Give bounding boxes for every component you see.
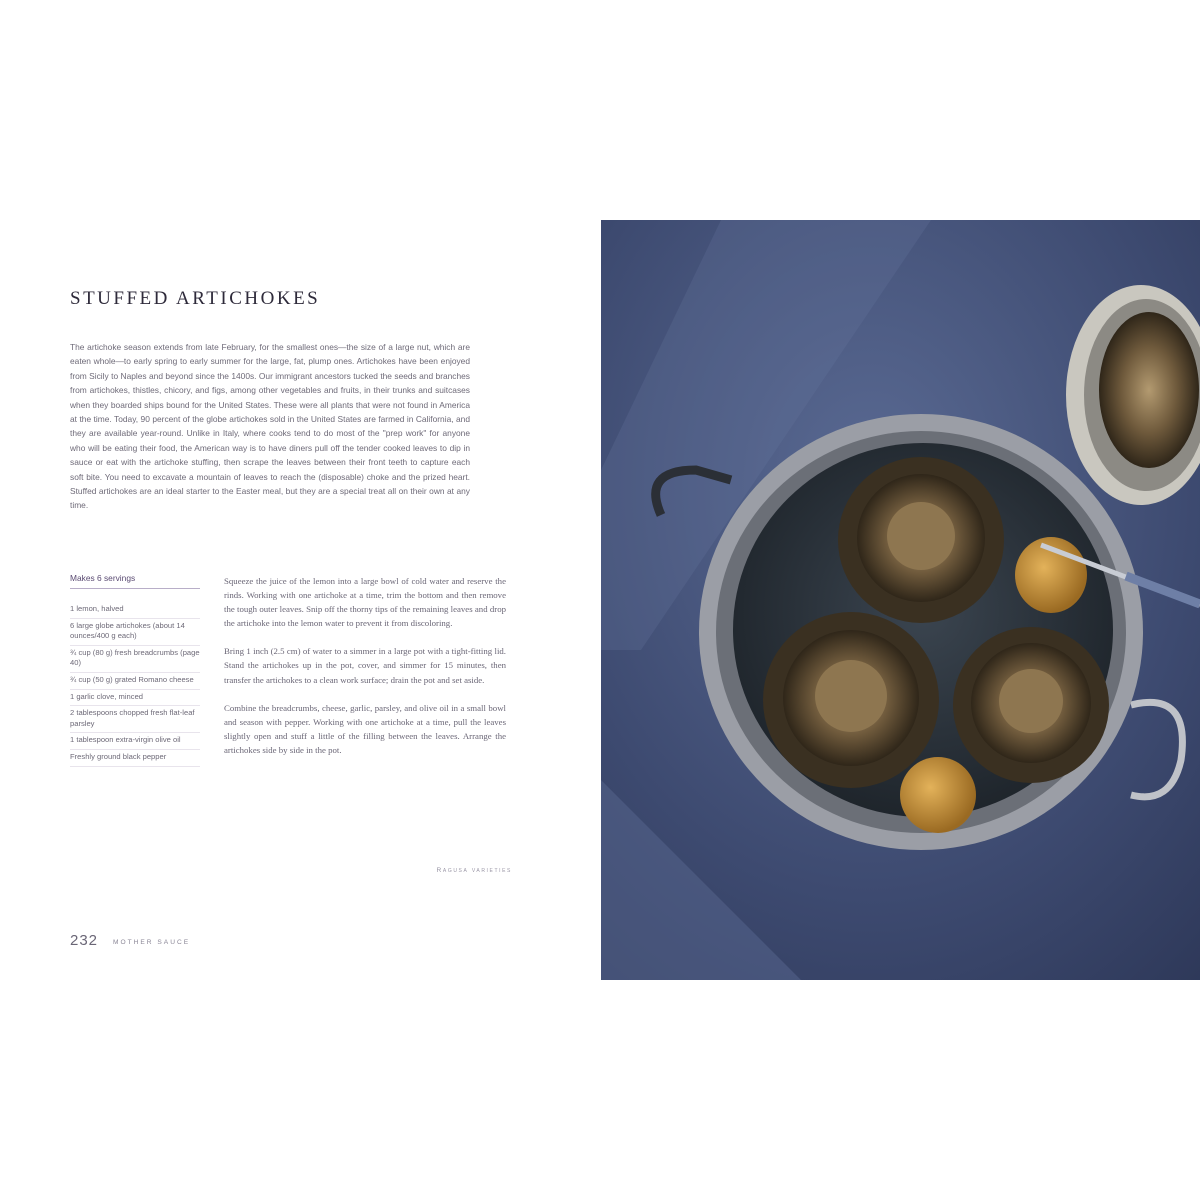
photo-caption: Ragusa varieties xyxy=(436,867,512,874)
ingredient-item: 2 tablespoons chopped fresh flat-leaf parsley xyxy=(70,706,200,733)
ingredient-item: 1 tablespoon extra-virgin olive oil xyxy=(70,733,200,750)
recipe-title: STUFFED ARTICHOKES xyxy=(70,288,321,309)
ingredient-item: 1 lemon, halved xyxy=(70,602,200,619)
artichokes-illustration xyxy=(601,220,1200,980)
recipe-yield: Makes 6 servings xyxy=(70,573,200,589)
artichokes-photo xyxy=(601,220,1200,980)
method-step: Combine the breadcrumbs, cheese, garlic, parsley, and olive oil in a small bowl and season with pepper. Working with one artichoke at a time, pull the leaves slightly open and stuff a little of the filling between the leaves. Arrange the artichokes side by side in the pot. xyxy=(224,702,506,755)
method-step: Bring 1 inch (2.5 cm) of water to a simmer in a large pot with a tight-fitting lid. Stand the artichokes up in the pot, cover, and simmer for 15 minutes, then transfer the artichokes to a clean work surface; drain the pot and set aside. xyxy=(224,646,506,685)
ingredient-item: ¾ cup (80 g) fresh breadcrumbs (page 40) xyxy=(70,646,200,673)
artichoke-top xyxy=(838,457,1004,623)
method-step: Squeeze the juice of the lemon into a large bowl of cold water and reserve the rinds. Working with one artichoke at a time, trim the bottom and then remove the tough outer leaves. Snip off the thorny tips of the remaining leaves and drop the artichoke into the lemon water to prevent it from discoloring. xyxy=(224,576,506,629)
ingredient-list xyxy=(70,602,200,767)
artichoke-left xyxy=(763,612,939,788)
running-book-title: MOTHER SAUCE xyxy=(113,939,191,946)
page-number: 232 xyxy=(70,932,99,949)
ingredient-item: 6 large globe artichokes (about 14 ounces/400 g each) xyxy=(70,619,200,646)
method-steps xyxy=(224,574,506,771)
ingredient-item: Freshly ground black pepper xyxy=(70,750,200,767)
recipe-intro: The artichoke season extends from late February, for the smallest ones—the size of a large nut, which are eaten whole—to early spring to early summer for the large, fat, plump ones. Artichokes have been enjoyed from Sicily to Naples and beyond since the 1400s. Our immigrant ancestors tucked the seeds and branches from artichokes, thistles, chicory, and figs, among other vegetables and fruits, in their trunks and suitcases when they boarded ships bound for the United States. These were all plants that were not found in America at the time. Today, 90 percent of the globe artichokes sold in the United States are farmed in California, and they are available year-round. Unlike in Italy, where cooks tend to do most of the "prep work" for anyone who will be eating their food, the American way is to have diners pull off the tender cooked leaves to dip in sauce or eat with the artichoke stuffing, then scrape the leaves between their front teeth to capture each soft bite. You need to excavate a mountain of leaves to reach the (disposable) choke and the prized heart. Stuffed artichokes are an ideal starter to the Easter meal, but they are a special treat all on their own at any time. xyxy=(70,342,470,511)
artichoke-right xyxy=(953,627,1109,783)
ingredient-item: 1 garlic clove, minced xyxy=(70,690,200,707)
ingredient-item: ¾ cup (50 g) grated Romano cheese xyxy=(70,673,200,690)
